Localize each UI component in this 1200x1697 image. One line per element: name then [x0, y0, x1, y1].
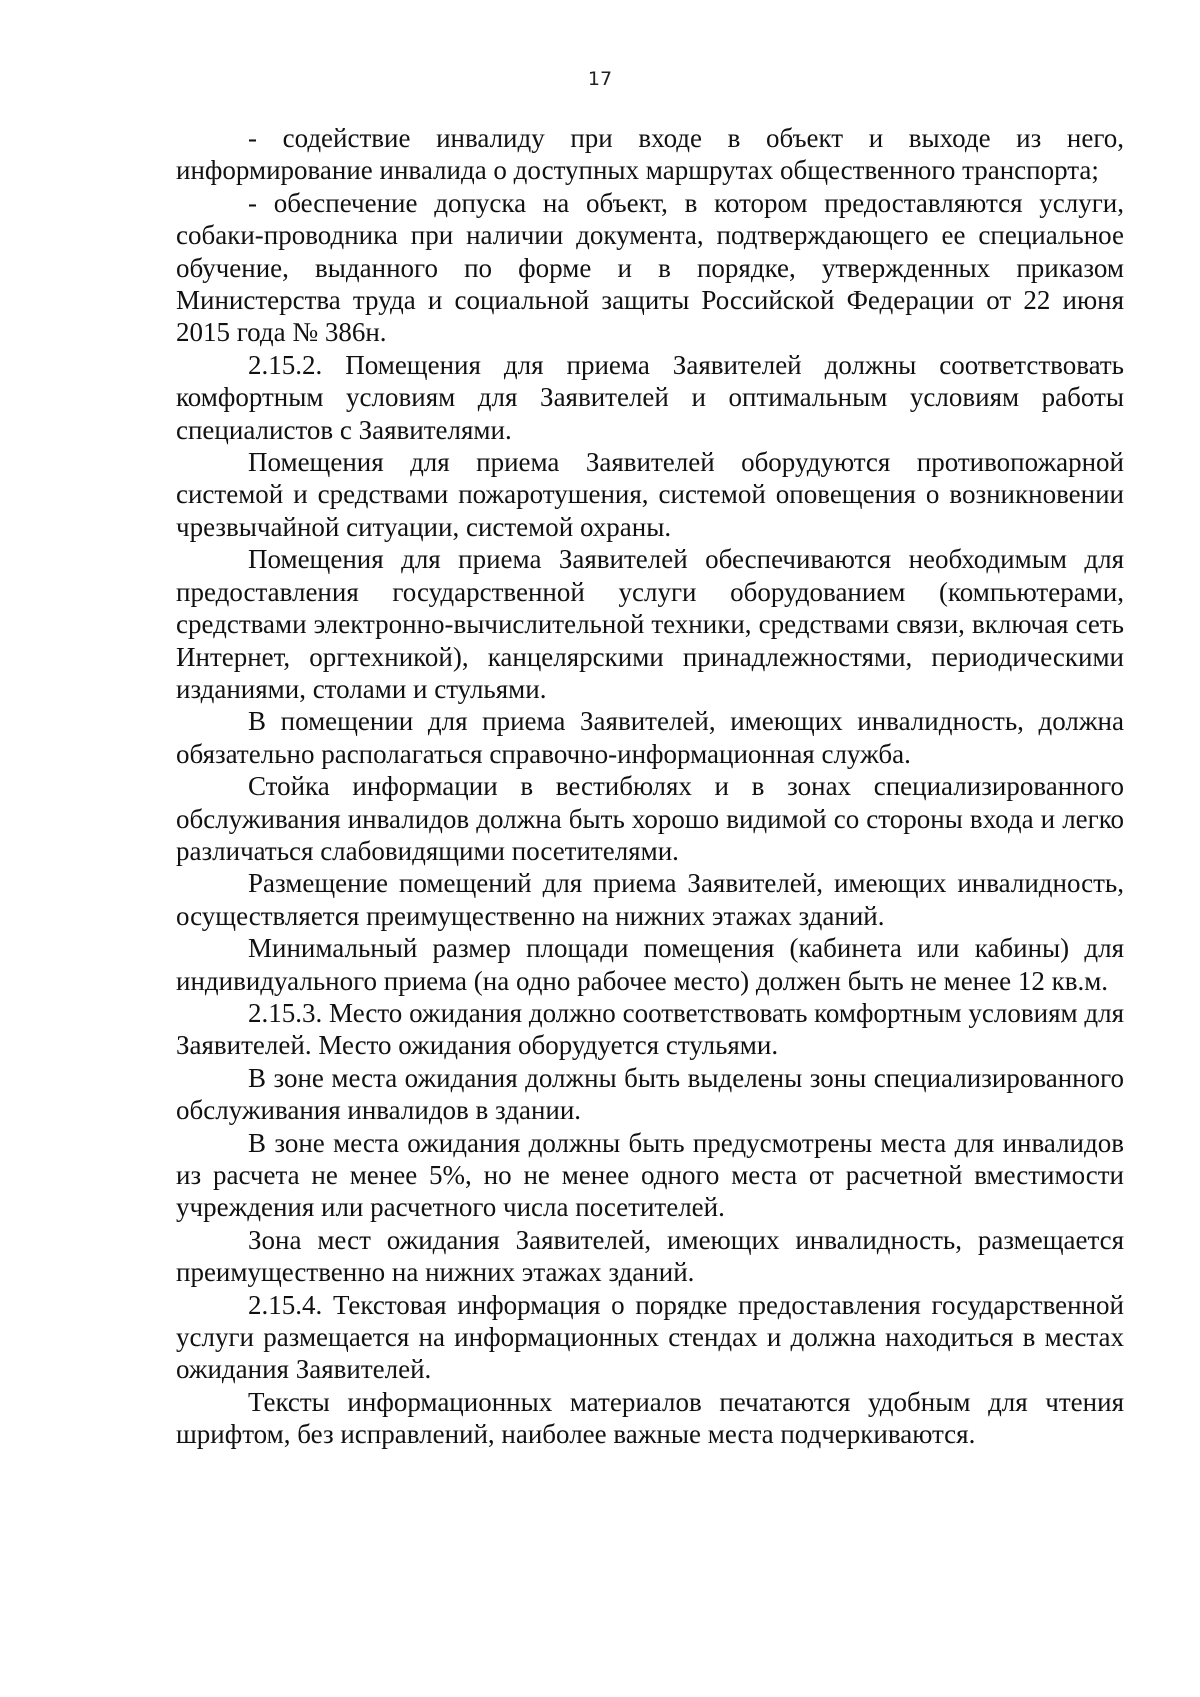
paragraph: Минимальный размер площади помещения (кабинета или кабины) для индивидуального приема (на одно рабочее место) должен быть не менее 12 кв.м.: [176, 933, 1124, 996]
document-body: [176, 122, 1124, 1451]
paragraph: 2.15.2. Помещения для приема Заявителей должны соответствовать комфортным условиям для Заявителей и оптимальным условиям работы специалистов с Заявителями.: [176, 349, 1124, 445]
paragraph: В зоне места ожидания должны быть выделены зоны специализированного обслуживания инвалидов в здании.: [176, 1062, 1124, 1126]
paragraph: В помещении для приема Заявителей, имеющих инвалидность, должна обязательно располагаться справочно-информационная служба.: [176, 706, 1124, 769]
paragraph: В зоне места ожидания должны быть предусмотрены места для инвалидов из расчета не менее 5%, но не менее одного места от расчетной вместимости учреждения или расчетного числа посетителей.: [176, 1127, 1124, 1223]
paragraph: Стойка информации в вестибюлях и в зонах специализированного обслуживания инвалидов должна быть хорошо видимой со стороны входа и легко различаться слабовидящими посетителями.: [176, 771, 1124, 866]
paragraph: - обеспечение допуска на объект, в котором предоставляются услуги, собаки-проводника при наличии документа, подтверждающего ее специальное обучение, выданного по форме и в порядке, утвержденных приказом Министерства труда и социальной защиты Российской Федерации от 22 июня 2015 года № 386н.: [176, 187, 1124, 348]
paragraph: Зона мест ожидания Заявителей, имеющих инвалидность, размещается преимущественно на нижних этажах зданий.: [176, 1224, 1124, 1288]
paragraph: - содействие инвалиду при входе в объект и выходе из него, информирование инвалида о доступных маршрутах общественного транспорта;: [176, 123, 1124, 186]
paragraph: 2.15.3. Место ожидания должно соответствовать комфортным условиям для Заявителей. Место ожидания оборудуется стульями.: [176, 997, 1124, 1061]
paragraph: Тексты информационных материалов печатаются удобным для чтения шрифтом, без исправлений, наиболее важные места подчеркиваются.: [176, 1386, 1124, 1450]
paragraph: 2.15.4. Текстовая информация о порядке предоставления государственной услуги размещается на информационных стендах и должна находиться в местах ожидания Заявителей.: [176, 1289, 1124, 1385]
paragraph: Помещения для приема Заявителей оборудуются противопожарной системой и средствами пожаротушения, системой оповещения о возникновении чрезвычайной ситуации, системой охраны.: [176, 447, 1124, 542]
paragraph: Помещения для приема Заявителей обеспечиваются необходимым для предоставления государственной услуги оборудованием (компьютерами, средствами электронно-вычислительной техники, средствами связи, включая сеть Интернет, оргтехникой), канцелярскими принадлежностями, периодическими изданиями, столами и стульями.: [176, 544, 1124, 704]
page-number: 17: [587, 68, 613, 90]
paragraph: Размещение помещений для приема Заявителей, имеющих инвалидность, осуществляется преимущественно на нижних этажах зданий.: [176, 868, 1124, 931]
